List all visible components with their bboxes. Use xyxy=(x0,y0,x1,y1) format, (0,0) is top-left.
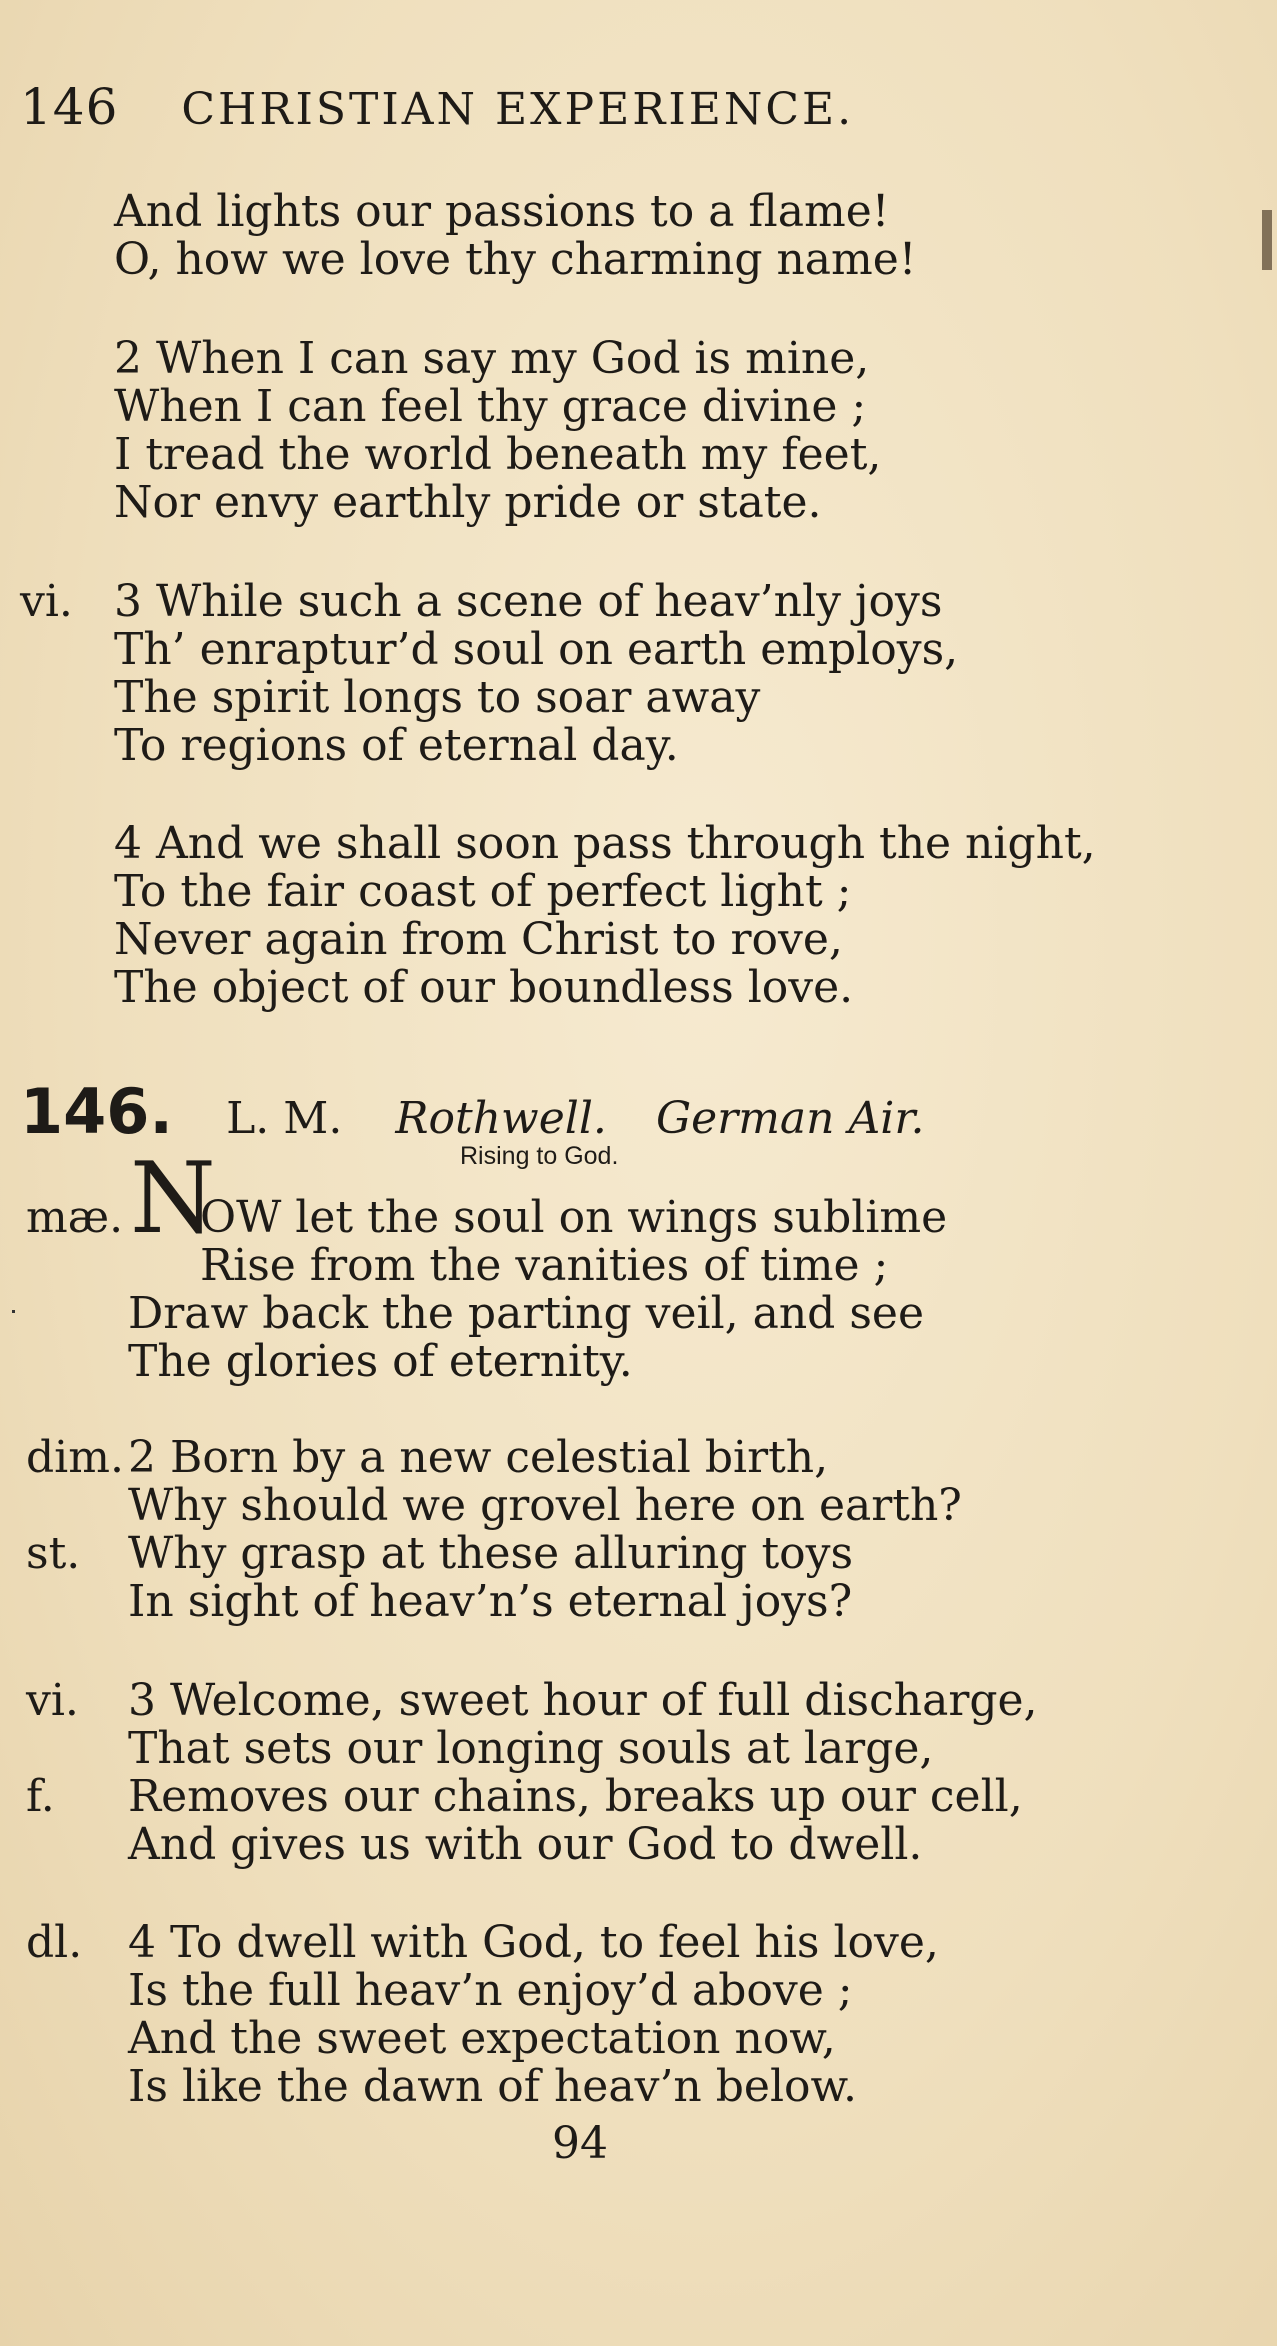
drop-cap: N xyxy=(130,1142,216,1256)
verse-line: The glories of eternity. xyxy=(128,1336,633,1387)
verse-line: Never again from Christ to rove, xyxy=(114,914,843,965)
verse-line: To regions of eternal day. xyxy=(114,720,679,771)
dynamic-mark: f. xyxy=(26,1771,55,1822)
verse-line: 3 Welcome, sweet hour of full discharge, xyxy=(128,1675,1038,1726)
dynamic-mark: mæ. xyxy=(26,1192,124,1243)
verse-line: 4 To dwell with God, to feel his love, xyxy=(128,1917,939,1968)
dynamic-mark: dl. xyxy=(26,1917,83,1968)
dynamic-mark: st. xyxy=(26,1528,81,1579)
verse-line: I tread the world beneath my feet, xyxy=(114,429,882,480)
hymn-number: 146. xyxy=(20,1075,173,1148)
verse-line: When I can feel thy grace divine ; xyxy=(114,381,867,432)
hymn-tune: Rothwell. xyxy=(395,1093,607,1144)
page-edge-mark xyxy=(1262,210,1272,270)
verse-line: 2 When I can say my God is mine, xyxy=(114,333,870,384)
verse-line: The spirit longs to soar away xyxy=(114,672,761,723)
verse-line: Is like the dawn of heav’n below. xyxy=(128,2061,857,2112)
verse-line: 2 Born by a new celestial birth, xyxy=(128,1432,829,1483)
hymn-air: German Air. xyxy=(655,1093,925,1144)
hymn-meter: L. M. xyxy=(226,1093,343,1144)
verse-line: Why grasp at these alluring toys xyxy=(128,1528,854,1579)
margin-dot xyxy=(12,1310,15,1313)
signature-folio: 94 xyxy=(552,2118,608,2169)
verse-line: OW let the soul on wings sublime xyxy=(200,1192,948,1243)
page-number: 146 xyxy=(20,78,119,136)
verse-line: And the sweet expectation now, xyxy=(128,2013,836,2064)
verse-line: And gives us with our God to dwell. xyxy=(128,1819,923,1870)
verse-line: And lights our passions to a flame! xyxy=(114,186,890,237)
verse-line: That sets our longing souls at large, xyxy=(128,1723,934,1774)
verse-line: Rise from the vanities of time ; xyxy=(200,1240,889,1291)
dynamic-mark: dim. xyxy=(26,1432,124,1483)
verse-line: 4 And we shall soon pass through the night, xyxy=(114,818,1096,869)
verse-line: Th’ enraptur’d soul on earth employs, xyxy=(114,624,959,675)
page-header xyxy=(20,78,854,136)
hymn-subtitle: Rising to God. xyxy=(460,1142,619,1170)
verse-line: 3 While such a scene of heav’nly joys xyxy=(114,576,943,627)
verse-line: To the fair coast of perfect light ; xyxy=(114,866,852,917)
dynamic-mark: vi. xyxy=(20,576,73,627)
verse-line: Removes our chains, breaks up our cell, xyxy=(128,1771,1023,1822)
dynamic-mark: vi. xyxy=(26,1675,79,1726)
verse-line: Why should we grovel here on earth? xyxy=(128,1480,962,1531)
verse-line: Nor envy earthly pride or state. xyxy=(114,477,822,528)
running-title: CHRISTIAN EXPERIENCE. xyxy=(181,84,855,135)
hymn-heading xyxy=(20,1075,925,1148)
verse-line: Is the full heav’n enjoy’d above ; xyxy=(128,1965,853,2016)
verse-line: O, how we love thy charming name! xyxy=(114,234,917,285)
verse-line: The object of our boundless love. xyxy=(114,962,854,1013)
verse-line: In sight of heav’n’s eternal joys? xyxy=(128,1576,853,1627)
verse-line: Draw back the parting veil, and see xyxy=(128,1288,924,1339)
